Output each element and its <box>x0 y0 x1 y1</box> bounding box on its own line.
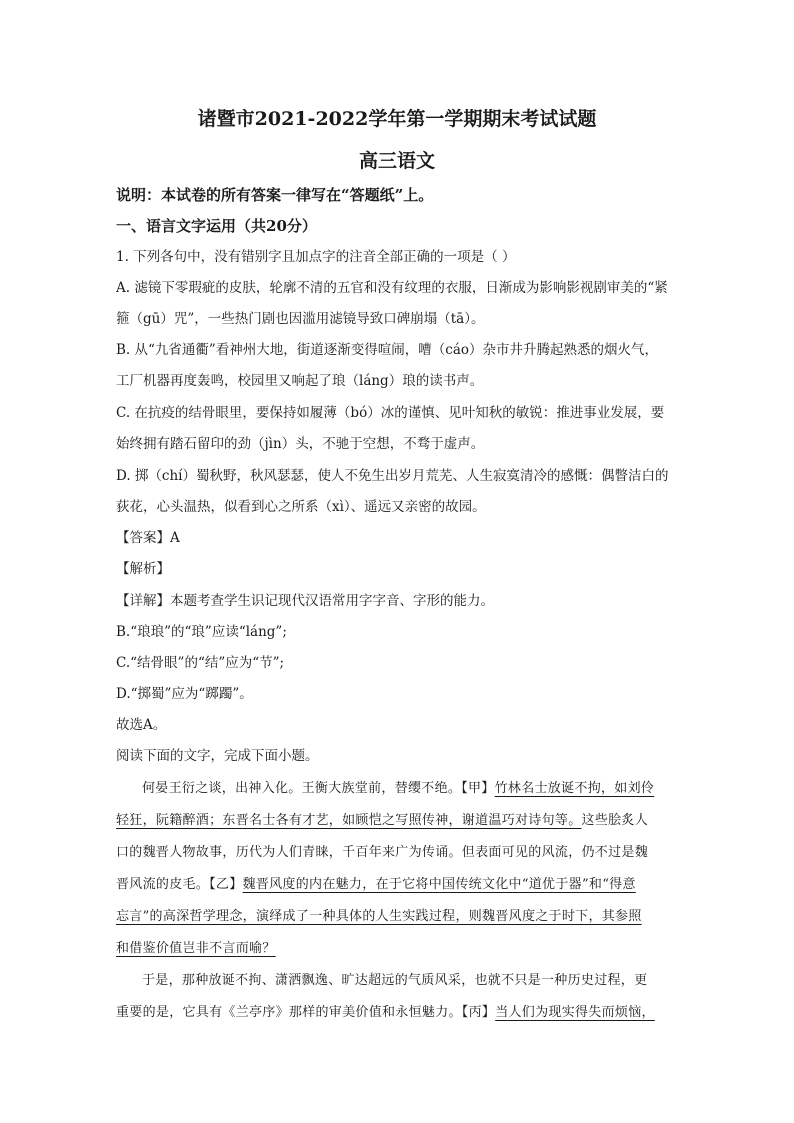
analysis-tag: 【解析】 <box>116 561 170 577</box>
passage-text: 重要的是，它具有《兰亭序》那样的审美价值和永恒魅力。【丙】 <box>116 1005 496 1020</box>
underlined-text: 竹林名士放诞不拘，如刘伶 <box>494 781 655 796</box>
passage-line <box>116 1003 686 1023</box>
passage-line <box>116 779 712 799</box>
question-stem: 1. 下列各句中，没有错别字且加点字的注音全部正确的一项是（ ） <box>116 249 516 265</box>
instructions: 说明：本试卷的所有答案一律写在“答题纸”上。 <box>116 186 434 204</box>
option-d-line1: D. 掷（chí）蜀秋野，秋风瑟瑟，使人不免生出岁月荒芜、人生寂寞清冷的感慨：偶瞥洁白的 <box>116 468 669 484</box>
detail-d: D.“掷蜀”应为“踯躅”。 <box>116 686 253 702</box>
detail-intro: 【详解】本题考查学生识记现代汉语常用字字音、字形的能力。 <box>116 593 494 609</box>
conclusion: 故选A。 <box>116 717 167 733</box>
passage-text: 晋风流的皮毛。【乙】 <box>116 877 243 892</box>
detail-c: C.“结骨眼”的“结”应为“节”; <box>116 655 285 671</box>
passage-line-underlined: 忘言”的高深哲学理念，演绎成了一种具体的人生实践过程，则魏晋风度之于时下，其参照 <box>116 909 642 924</box>
passage-line: 口的魏晋人物故事，历代为人们青睐，千百年来广为传诵。但表面可见的风流，仍不过是魏 <box>116 845 649 860</box>
underlined-text: 当人们为现实得失而烦恼， <box>495 1005 655 1020</box>
option-a-line2: 箍（gū）咒”，一些热门剧也因滥用滤镜导致口碑崩塌（tā）。 <box>116 311 485 327</box>
passage-text: 这些脍炙人 <box>581 813 649 828</box>
answer: 【答案】A <box>116 530 180 546</box>
option-b-line2: 工厂机器再度轰鸣，校园里又响起了琅（láng）琅的读书声。 <box>116 373 484 389</box>
passage-line <box>116 875 686 895</box>
passage-line: 于是，那种放诞不拘、潇洒飘逸、旷达超远的气质风采，也就不只是一种历史过程，更 <box>142 973 648 988</box>
detail-b: B.“琅琅”的“琅”应读“láng”; <box>116 624 287 640</box>
underlined-text: 轻狂，阮籍醉酒；东晋名士各有才艺，如顾恺之写照传神，谢道温巧对诗句等。 <box>116 813 582 828</box>
option-d-line2: 荻花，心头温热，似看到心之所系（xì）、遥远又亲密的故园。 <box>116 499 486 515</box>
passage-text: 何晏王衍之谈，出神入化。王衡大族堂前，替缨不绝。【甲】 <box>142 781 495 796</box>
option-c-line2: 始终拥有踏石留印的劲（jìn）头，不驰于空想，不骛于虚声。 <box>116 436 485 452</box>
option-b-line1: B. 从“九省通衢”看神州大地，街道逐渐变得喧闹，嘈（cáo）杂市井升腾起熟悉的烟火气， <box>116 342 659 358</box>
passage-line <box>116 811 686 831</box>
underlined-text: 魏晋风度的内在魅力，在于它将中国传统文化中“道优于器”和“得意 <box>242 877 636 892</box>
exam-title: 诸暨市2021-2022学年第一学期期末考试试题 <box>197 108 597 130</box>
option-c-line1: C. 在抗疫的结骨眼里，要保持如履薄（bó）冰的谨慎、见叶知秋的敏锐：推进事业发展，要 <box>116 405 665 421</box>
exam-subject: 高三语文 <box>358 150 435 172</box>
section-heading: 一、语言文字运用（共20分） <box>116 217 317 235</box>
passage-line-underlined: 和借鉴价值岂非不言而喻？ <box>116 941 276 956</box>
option-a-line1: A. 滤镜下零瑕疵的皮肤，轮廓不清的五官和没有纹理的衣服，日渐成为影响影视剧审美的“紧 <box>116 280 668 296</box>
reading-prompt: 阅读下面的文字，完成下面小题。 <box>116 748 319 764</box>
